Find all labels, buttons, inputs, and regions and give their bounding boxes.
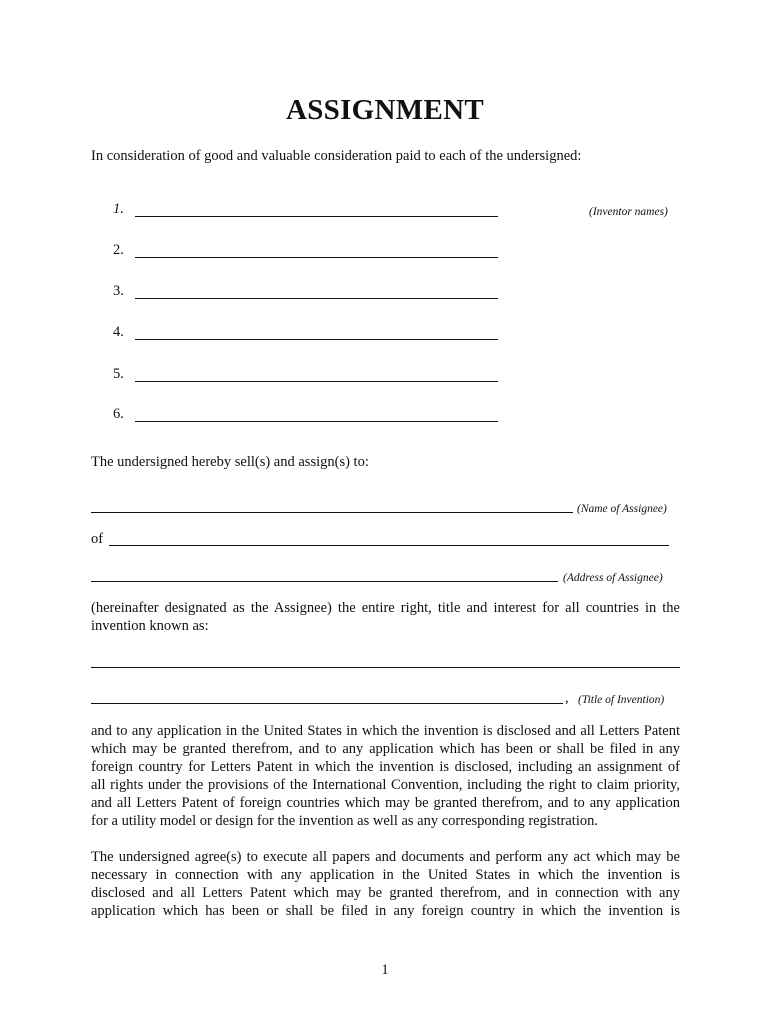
sell-assign-text: The undersigned hereby sell(s) and assign(s) to: bbox=[91, 454, 369, 470]
inventor-number-2: 2. bbox=[113, 242, 124, 258]
invention-title-field-2[interactable] bbox=[91, 703, 563, 704]
assignee-name-field[interactable] bbox=[91, 512, 573, 513]
paragraph-line: invention known as: bbox=[91, 618, 209, 634]
invention-title-field-1[interactable] bbox=[91, 667, 680, 668]
paragraph-line: The undersigned agree(s) to execute all papers and documents and perform any act which may be bbox=[91, 849, 680, 865]
assignee-address-field[interactable] bbox=[91, 581, 558, 582]
paragraph-line: necessary in connection with any application in the United States in which the invention is bbox=[91, 867, 680, 883]
inventor-names-hint: (Inventor names) bbox=[589, 206, 668, 218]
paragraph-line: and to any application in the United States in which the invention is disclosed and all Letters Patent bbox=[91, 723, 680, 739]
paragraph-line: which may be granted therefrom, and to any application which has been or shall be filed in any bbox=[91, 741, 680, 757]
assignee-address-hint: (Address of Assignee) bbox=[563, 572, 663, 584]
inventor-name-field-6[interactable] bbox=[135, 421, 498, 422]
agreement-paragraph bbox=[91, 848, 680, 920]
assignee-name-hint: (Name of Assignee) bbox=[577, 503, 667, 515]
inventor-name-field-4[interactable] bbox=[135, 339, 498, 340]
inventor-name-field-3[interactable] bbox=[135, 298, 498, 299]
document-title: ASSIGNMENT bbox=[286, 94, 484, 126]
invention-title-hint: (Title of Invention) bbox=[578, 694, 665, 706]
inventor-number-5: 5. bbox=[113, 366, 124, 382]
inventor-name-field-5[interactable] bbox=[135, 381, 498, 382]
paragraph-line: all rights under the provisions of the International Convention, including the right to claim priority, bbox=[91, 777, 680, 793]
rights-paragraph bbox=[91, 722, 680, 830]
assignee-of-field[interactable] bbox=[109, 545, 669, 546]
inventor-number-3: 3. bbox=[113, 283, 124, 299]
paragraph-line: (hereinafter designated as the Assignee) the entire right, title and interest for all countries in the bbox=[91, 600, 680, 616]
invention-comma: , bbox=[565, 690, 569, 706]
intro-text: In consideration of good and valuable consideration paid to each of the undersigned: bbox=[91, 148, 582, 164]
inventor-name-field-2[interactable] bbox=[135, 257, 498, 258]
inventor-number-1: 1. bbox=[113, 201, 124, 217]
paragraph-line: and all Letters Patent of foreign countries which may be granted therefrom, and to any application bbox=[91, 795, 680, 811]
hereinafter-paragraph bbox=[91, 599, 680, 635]
paragraph-line: for a utility model or design for the invention as well as any corresponding registration. bbox=[91, 813, 598, 829]
inventor-name-field-1[interactable] bbox=[135, 216, 498, 217]
paragraph-line: application which has been or shall be filed in any foreign country in which the invention is bbox=[91, 903, 680, 919]
inventor-number-4: 4. bbox=[113, 324, 124, 340]
paragraph-line: foreign country for Letters Patent in which the invention is disclosed, including an assignment of bbox=[91, 759, 680, 775]
page-number: 1 bbox=[381, 962, 389, 978]
paragraph-line: disclosed and all Letters Patent which may be granted therefrom, and in connection with any bbox=[91, 885, 680, 901]
of-label: of bbox=[91, 531, 104, 547]
inventor-number-6: 6. bbox=[113, 406, 124, 422]
